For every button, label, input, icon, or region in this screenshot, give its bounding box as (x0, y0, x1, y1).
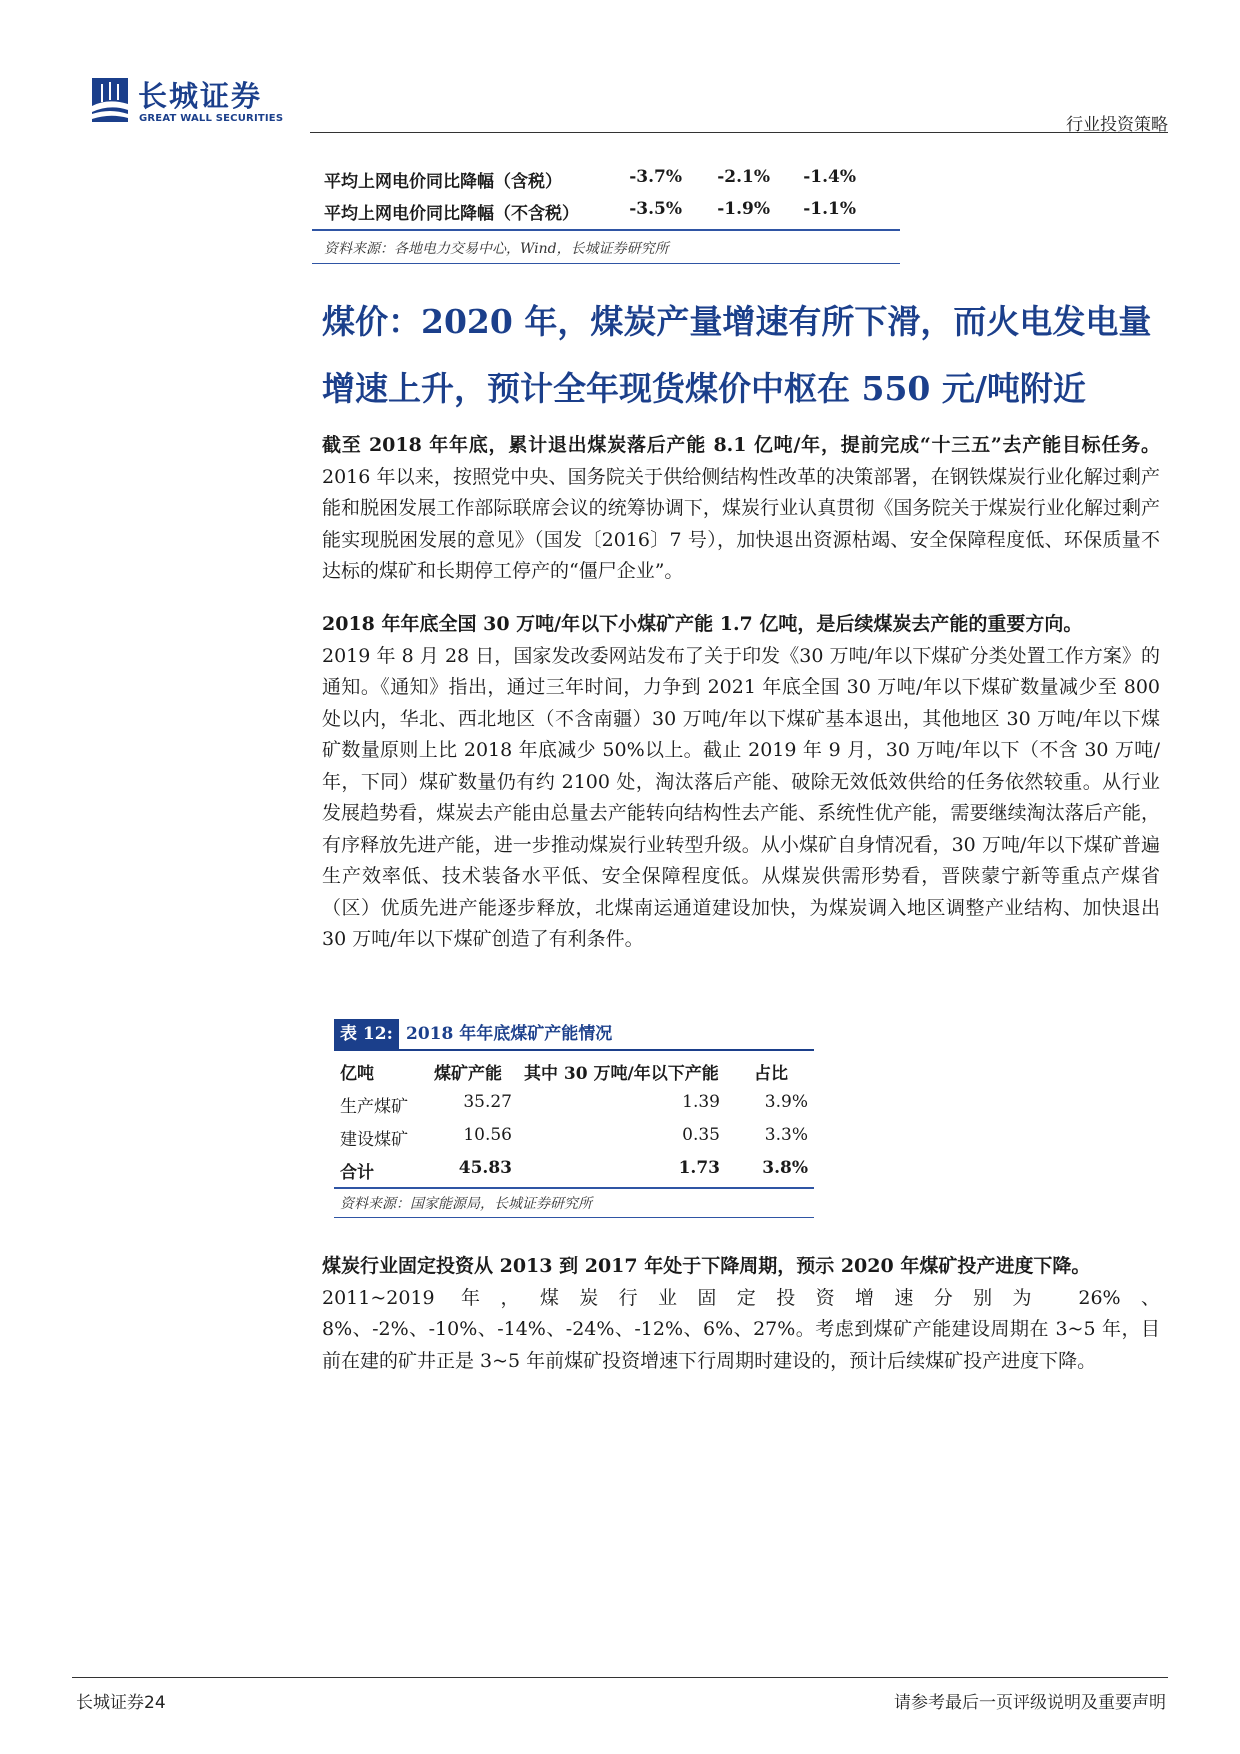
coal-capacity-table (334, 1053, 814, 1185)
price-decline-table (312, 163, 900, 227)
table12-title-bar (334, 1019, 814, 1051)
header-divider (310, 132, 1168, 133)
logo-chinese-text: 长城证券 (138, 79, 263, 113)
paragraph-lead: 煤炭行业固定投资从 2013 到 2017 年处于下降周期，预示 2020 年煤矿投产进度下降。 (322, 1255, 1091, 1277)
row-value: -3.5% (629, 199, 682, 219)
table-source-note: 资料来源：各地电力交易中心，Wind，长城证券研究所 (324, 241, 669, 257)
row-value: -1.1% (803, 199, 856, 219)
row-label: 平均上网电价同比降幅（含税） (324, 172, 562, 192)
column-header: 占比 (754, 1064, 788, 1084)
table-row (312, 195, 900, 227)
footer-page-label: 长城证券24 (76, 1693, 166, 1713)
table-cell: 3.9% (764, 1092, 808, 1112)
table-row (334, 1119, 814, 1152)
table-bottom-rule (334, 1187, 814, 1189)
table-row (312, 163, 900, 195)
row-value: -1.9% (717, 199, 770, 219)
section-heading: 煤价：2020 年，煤炭产量增速有所下滑，而火电发电量增速上升，预计全年现货煤价中枢在 550 元/吨附近 (322, 302, 1152, 408)
row-value: -3.7% (629, 167, 682, 187)
table-header-row (334, 1053, 814, 1086)
table-cell: 35.27 (463, 1092, 512, 1112)
table-caption: 2018 年年底煤矿产能情况 (406, 1024, 613, 1044)
paragraph-body: 2019 年 8 月 28 日，国家发改委网站发布了关于印发《30 万吨/年以下煤矿分类处置工作方案》的通知。《通知》指出，通过三年时间，力争到 2021 年底全国 30 万吨/年以下煤矿数量减少至 800 处以内，华北、西北地区（不含南疆）30 万吨/年以下煤矿基本退出，其他地区 30 万吨/年以下煤矿数量原则上比 2018 年底减少 50%以上。截止 2019 年 9 月，30 万吨/年以下（不含 30 万吨/年，下同）煤矿数量仍有约 2100 处，淘汰落后产能、破除无效低效供给的任务依然较重。从行业发展趋势看，煤炭去产能由总量去产能转向结构性去产能、系统性优产能，需要继续淘汰落后产能，有序释放先进产能，进一步推动煤炭行业转型升级。从小煤矿自身情况看，30 万吨/年以下煤矿普遍生产效率低、技术装备水平低、安全保障程度低。从煤炭供需形势看，晋陕蒙宁新等重点产煤省（区）优质先进产能逐步释放，北煤南运通道建设加快，为煤炭调入地区调整产业结构、加快退出 30 万吨/年以下煤矿创造了有利条件。 (322, 644, 1160, 950)
table-cell: 1.73 (678, 1158, 720, 1178)
paragraph-small-mines (322, 609, 1160, 956)
table-cell: 45.83 (458, 1158, 512, 1178)
table-row (334, 1086, 814, 1119)
paragraph-investment-cycle (322, 1251, 1160, 1377)
logo-english-text: GREAT WALL SECURITIES (139, 113, 284, 124)
table-cell: 0.35 (682, 1125, 720, 1145)
footer-disclaimer: 请参考最后一页评级说明及重要声明 (894, 1693, 1166, 1713)
source-rule (312, 263, 900, 264)
table-cell: 生产煤矿 (340, 1097, 408, 1117)
row-value: -1.4% (803, 167, 856, 187)
paragraph-lead: 截至 2018 年年底，累计退出煤炭落后产能 8.1 亿吨/年，提前完成“十三五”去产能目标任务。 (322, 434, 1160, 456)
footer-divider (72, 1677, 1168, 1678)
table-cell: 3.3% (764, 1125, 808, 1145)
table-bottom-rule (312, 229, 900, 231)
table-number-label: 表 12: (334, 1019, 399, 1049)
row-label: 平均上网电价同比降幅（不含税） (324, 204, 579, 224)
paragraph-capacity-exit (322, 430, 1160, 588)
paragraph-body: 2011~2019 年，煤炭行业固定投资增速分别为 26%、8%、-2%、-10%、-14%、-24%、-12%、6%、27%。考虑到煤矿产能建设周期在 3~5 年，目前在建的矿井正是 3~5 年前煤矿投资增速下行周期时建设的，预计后续煤矿投产进度下降。 (322, 1286, 1160, 1372)
table-total-row (334, 1152, 814, 1185)
column-header: 亿吨 (340, 1064, 374, 1084)
column-header: 其中 30 万吨/年以下产能 (524, 1064, 719, 1084)
table-source-note: 资料来源：国家能源局，长城证券研究所 (340, 1196, 592, 1212)
paragraph-lead: 2018 年年底全国 30 万吨/年以下小煤矿产能 1.7 亿吨，是后续煤炭去产能的重要方向。 (322, 613, 1083, 635)
report-category: 行业投资策略 (1066, 115, 1168, 135)
table-cell: 合计 (340, 1163, 374, 1183)
company-logo (88, 72, 288, 132)
paragraph-body: 2016 年以来，按照党中央、国务院关于供给侧结构性改革的决策部署，在钢铁煤炭行业化解过剩产能和脱困发展工作部际联席会议的统筹协调下，煤炭行业认真贯彻《国务院关于煤炭行业化解过剩产能实现脱困发展的意见》（国发〔2016〕7 号），加快退出资源枯竭、安全保障程度低、环保质量不达标的煤矿和长期停工停产的“僵尸企业”。 (322, 465, 1160, 582)
great-wall-logo-icon (88, 76, 132, 124)
source-rule (334, 1217, 814, 1218)
row-value: -2.1% (717, 167, 770, 187)
column-header: 煤矿产能 (434, 1064, 502, 1084)
table-cell: 建设煤矿 (340, 1130, 408, 1150)
table-cell: 10.56 (463, 1125, 512, 1145)
table-cell: 1.39 (682, 1092, 720, 1112)
table-cell: 3.8% (762, 1158, 808, 1178)
